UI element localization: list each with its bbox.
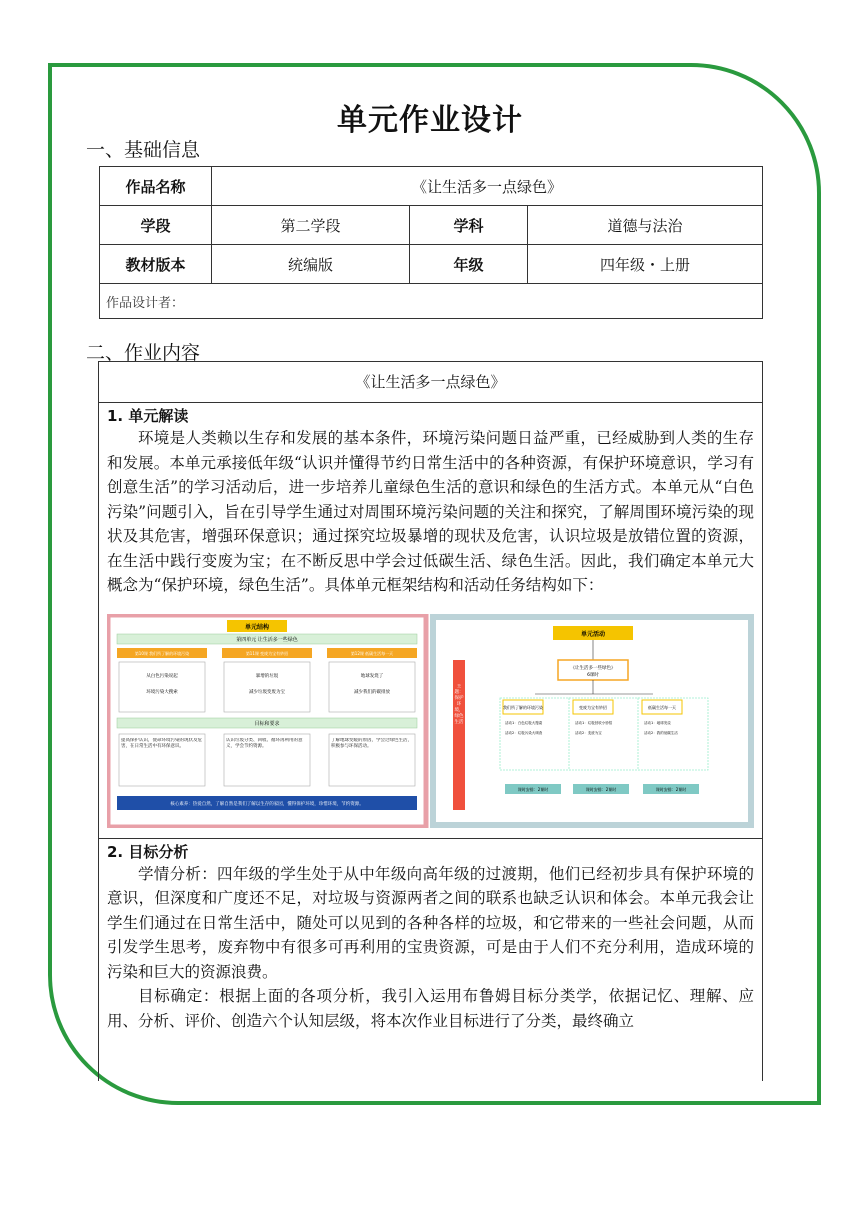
right-title: 单元活动	[580, 630, 606, 638]
goal-title: 目标和要求	[254, 720, 280, 727]
left-subtitle: 第四单元 让生活多一些绿色	[236, 636, 298, 643]
activity-1-time: 课时安排：2课时	[517, 786, 549, 792]
lesson-2-item-2: 减少垃圾变废为宝	[249, 689, 285, 695]
grade-value: 四年级・上册	[528, 245, 763, 284]
theme-side-label: 主题：保护环境，绿色生活	[454, 683, 464, 725]
activity-title-2: 变废为宝有妙招	[579, 704, 607, 710]
lesson-column-3	[327, 648, 417, 712]
core-literacy: 核心素养：热爱自然，了解自然是我们了解以生存的家园，懂得保护环境，珍惜环境，节约资源。	[170, 801, 364, 807]
unit-figure-svg	[107, 614, 755, 828]
work-name-value: 《让生活多一点绿色》	[212, 167, 763, 206]
left-title: 单元结构	[244, 623, 270, 631]
section-heading-content: 二、作业内容	[86, 342, 201, 364]
unit-reading-heading: 1. 单元解读	[107, 407, 189, 425]
lesson-1-item-2: 环境污染大搜索	[146, 689, 178, 695]
activity-2-time: 课时安排：2课时	[585, 786, 617, 792]
right-main-sub: 6课时	[587, 672, 599, 678]
goal-1: 提高保护认识，使命环境污染的现状及危害，在日常生活中有环保意识。	[121, 737, 202, 749]
goal-analysis-heading: 2. 目标分析	[107, 842, 189, 861]
unit-reading-paragraph: 环境是人类赖以生存和发展的基本条件，环境污染问题日益严重，已经威胁到人类的生存和发展。本单元承接低年级“认识并懂得节约日常生活中的各种资源，有保护环境意识，学习有创意生活”的学习活动后，进一步培养儿童绿色生活的意识和绿色的生活方式。本单元从“白色污染”问题引入，旨在引导学生通过对周围环境污染问题的关注和探究，了解周围环境污染的现状及其危害，增强环保意识；通过探究垃圾暴增的现状及危害，认识垃圾是放错位置的资源，在生活中践行变废为宝；在不断反思中学会过低碳生活、绿色生活。因此，我们确定本单元大概念为“保护环境，绿色生活”。具体单元框架结构和活动任务结构如下：	[107, 429, 754, 594]
activity-title-1: 我们所了解的环境污染	[503, 704, 543, 710]
activity-1-item-2: 活动2：垃圾污染大调查	[505, 730, 543, 735]
lesson-title-2: 第11课 变废为宝有妙招	[245, 650, 289, 656]
activity-3-item-2: 活动2：我的低碳生活	[644, 730, 678, 735]
section-heading-basic-info: 一、基础信息	[86, 139, 201, 161]
goal-2: 认识垃圾分类、回收、循环再利用的意义，学会节约资源。	[226, 737, 303, 749]
lesson-2-item-1: 暴增的垃圾	[255, 673, 279, 679]
activity-1-item-1: 活动1：白色垃圾大搜索	[505, 720, 543, 725]
goal-determination-paragraph: 目标确定：根据上面的各项分析，我引入运用布鲁姆目标分类学，依据记忆、理解、应用、分析、评价、创造六个认知层级，将本次作业目标进行了分类，最终确立	[107, 987, 754, 1030]
lesson-1-item-1: 从白色污染说起	[146, 673, 178, 679]
student-analysis-paragraph: 学情分析：四年级的学生处于从中年级向高年级的过渡期，他们已经初步具有保护环境的意识，但深度和广度还不足，对垃圾与资源两者之间的联系也缺乏认识和体会。本单元我会让学生们通过在日常生活中，随处可以见到的各种各样的垃圾，和它带来的一些社会问题，从而引发学生思考，废弃物中有很多可再利用的宝贵资源，可是由于人们不充分利用，造成环境的污染和巨大的资源浪费。	[107, 864, 754, 981]
activity-2-item-1: 活动1：垃圾回收小妙招	[575, 720, 613, 725]
lesson-3-item-1: 地球发烧了	[360, 673, 384, 679]
lesson-column-1	[117, 648, 207, 712]
stage-value: 第二学段	[212, 206, 410, 245]
activity-2-item-2: 活动2：变废为宝	[575, 730, 602, 735]
content-box-title: 《让生活多一点绿色》	[99, 362, 762, 403]
lesson-title-1: 第10课 我们所了解的环境污染	[134, 650, 190, 656]
lesson-3-item-2: 减少我们的碳排放	[354, 689, 390, 695]
subject-value: 道德与法治	[528, 206, 763, 245]
unit-structure-figure	[107, 614, 755, 828]
page-title: 单元作业设计	[337, 103, 523, 138]
activity-3-time: 课时安排：2课时	[655, 786, 687, 792]
lesson-title-3: 第12课 低碳生活每一天	[350, 650, 394, 656]
edition-label: 教材版本	[100, 245, 212, 284]
activity-3-item-1: 活动1：地球发烧	[644, 720, 671, 725]
activity-title-3: 低碳生活每一天	[648, 704, 676, 710]
content-box	[98, 361, 763, 1081]
goal-3: 了解地球变暖的原因，学会过绿色生活，积极参与环保活动。	[331, 737, 412, 749]
basic-info-table	[99, 166, 763, 319]
edition-value: 统编版	[212, 245, 410, 284]
stage-label: 学段	[100, 206, 212, 245]
lesson-column-2	[222, 648, 312, 712]
grade-label: 年级	[410, 245, 528, 284]
subject-label: 学科	[410, 206, 528, 245]
right-main: 《让生活多一些绿色》	[570, 665, 616, 671]
designer-field: 作品设计者：	[100, 284, 763, 319]
work-name-label: 作品名称	[100, 167, 212, 206]
